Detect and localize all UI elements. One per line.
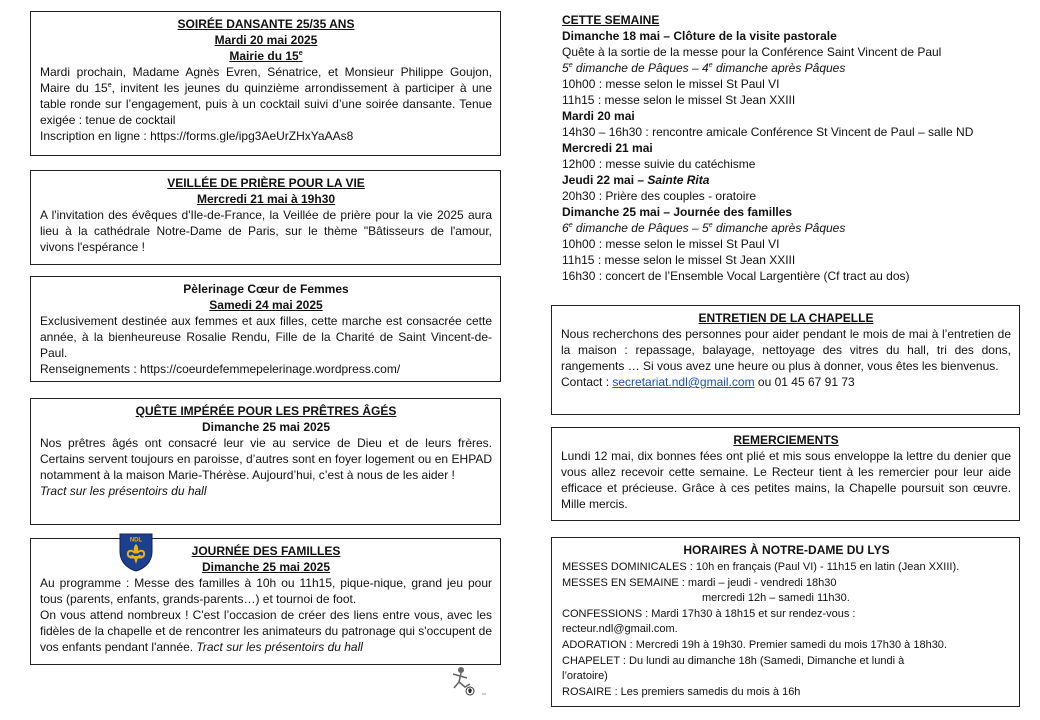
soiree-title: SOIRÉE DANSANTE 25/35 ANS [177,17,355,31]
veillee-box [30,170,501,265]
veillee-date: Mercredi 21 mai à 19h30 [196,192,336,206]
remerciements-title: REMERCIEMENTS [733,433,839,447]
familles-date: Dimanche 25 mai 2025 [201,560,331,574]
quete-date: Dimanche 25 mai 2025 [201,420,331,434]
pelerinage-date: Samedi 24 mai 2025 [209,298,323,312]
week-sun18-quete: Quête à la sortie de la messe pour la Conférence Saint Vincent de Paul [562,45,942,59]
week-title: CETTE SEMAINE [562,13,660,27]
horaires-line7: CHAPELET : Du lundi au dimanche 18h (Samedi, Dimanche et lundi à [562,654,905,667]
horaires-box [551,537,1020,707]
horaires-line1: MESSES DOMINICALES : 10h en français (Paul VI) - 11h15 en latin (Jean XXIII). [562,561,960,573]
week-sun18-liturgy: 5e dimanche de Pâques – 4e dimanche après Pâques [562,61,846,75]
soiree-place: Mairie du 15e [229,49,303,63]
quete-note: Tract sur les présentoirs du hall [40,484,207,498]
week-sun25-liturgy: 6e dimanche de Pâques – 5e dimanche après Pâques [562,221,846,235]
entretien-contact: Contact : secretariat.ndl@gmail.com ou 01 45 67 91 73 [561,375,855,389]
week-sun25: Dimanche 25 mai – Journée des familles [562,205,793,219]
horaires-line6: ADORATION : Mercredi 19h à 19h30. Premier samedi du mois 17h30 à 18h30. [562,638,947,651]
familles-body1: Au programme : Messe des familles à 10h ou 11h15, pique-nique, grand jeu pour tous (parents, enfants, grands-parents…) et tournoi de foot. [40,576,492,606]
entretien-title: ENTRETIEN DE LA CHAPELLE [698,311,874,325]
week-tue20-event: 14h30 – 16h30 : rencontre amicale Conférence St Vincent de Paul – salle ND [562,125,974,139]
week-tue20: Mardi 20 mai [562,109,635,123]
soiree-date: Mardi 20 mai 2025 [214,33,318,47]
remerciements-body: Lundi 12 mai, dix bonnes fées ont plié et mis sous enveloppe la lettre du denier que vous allez recevoir cette semaine. Le Recteur tient à les remercier pour leur aide efficace et précieuse. Grâce à ces petites mains, la Chapelle poursuit son œuvre. Mille mercis. [561,449,1011,511]
week-sun18-mass2: 11h15 : messe selon le missel St Jean XXIII [562,93,796,107]
week-wed21-event: 12h00 : messe suivie du catéchisme [562,157,756,171]
horaires-line3: mercredi 12h – samedi 11h30. [702,592,850,605]
week-sun18-mass1: 10h00 : messe selon le missel St Paul VI [562,77,780,91]
week-wed21: Mercredi 21 mai [562,141,653,155]
pelerinage-box [30,276,501,382]
quete-title: QUÊTE IMPÉRÉE POUR LES PRÊTRES ÂGÉS [135,404,397,418]
entretien-box [551,305,1020,415]
horaires-line2: MESSES EN SEMAINE : mardi – jeudi - vendredi 18h30 [562,576,837,589]
horaires-line9: ROSAIRE : Les premiers samedis du mois à 16h [562,685,801,698]
cette-semaine-section [562,12,1032,284]
entretien-body: Nous recherchons des personnes pour aider pendant le mois de mai à l’entretien de la maison : repassage, balayage, nettoyage des vitres du hall, tri des dons, rangements … Si vous avez une heure ou plus à donner, vous êtes les bienvenus. [561,327,1011,373]
veillee-title: VEILLÉE DE PRIÈRE POUR LA VIE [167,176,365,190]
horaires-line8: l’oratoire) [562,670,608,683]
quete-body: Nos prêtres âgés ont consacré leur vie au service de Dieu et de leurs frères. Certains servent toujours en paroisse, d’autres sont en foyer logement ou en EHPAD notamment à la maison Marie-Thérèse. Aujourd’hui, c’est à nous de les aider ! [40,436,492,482]
familles-body2: On vous attend nombreux ! C'est l’occasion de créer des liens entre vous, avec les fidèles de la chapelle et de rencontrer les animateurs du patronage qui s'occupent de vos enfants pendant l'année. Tract sur les présentoirs du hall [40,608,492,654]
pelerinage-info: Renseignements : https://coeurdefemmepelerinage.wordpress.com/ [40,362,401,376]
svg-text:NDL: NDL [129,537,143,544]
week-thu22-event: 20h30 : Prière des couples - oratoire [562,189,757,203]
quete-box [30,398,501,525]
soccer-player-icon [446,664,492,700]
horaires-line5: recteur.ndl@gmail.com. [562,623,678,636]
week-thu22: Jeudi 22 mai – Sainte Rita [562,173,710,187]
soiree-signup: Inscription en ligne : https://forms.gle/ipg3AeUrZHxYaAAs8 [40,129,354,143]
veillee-body: A l'invitation des évêques d'Ile-de-France, la Veillée de prière pour la vie 2025 aura lieu à la cathédrale Notre-Dame de Paris, sur le thème "Bâtisseurs de l'amour, vivons l'espérance ! [40,208,492,254]
soiree-body: Mardi prochain, Madame Agnès Evren, Sénatrice, et Monsieur Philippe Goujon, Maire du 15e, invitent les jeunes du quinzième arrondissement à participer à une table ronde sur l’engagement, puis à un cocktail suivi d’une soirée dansante. Tenue exigée : tenue de cocktail [40,65,492,127]
journee-familles-box [30,538,501,665]
fleur-de-lys-shield-icon [118,532,154,572]
week-sun25-mass2: 11h15 : messe selon le missel St Jean XXIII [562,253,796,267]
entretien-email-link[interactable]: secretariat.ndl@gmail.com [612,375,755,389]
pelerinage-body: Exclusivement destinée aux femmes et aux filles, cette marche est consacrée cette année, à la bienheureuse Rosalie Rendu, Fille de la Charité de Saint Vincent-de-Paul. [40,314,492,360]
pelerinage-title: Pèlerinage Cœur de Femmes [183,282,349,296]
soiree-dansante-box [30,11,501,156]
week-sun25-concert: 16h30 : concert de l’Ensemble Vocal Largentière (Cf tract au dos) [562,269,910,283]
familles-title: JOURNÉE DES FAMILLES [191,544,341,558]
horaires-title: HORAIRES À NOTRE-DAME DU LYS [683,543,890,557]
remerciements-box [551,427,1020,521]
week-sun25-mass1: 10h00 : messe selon le missel St Paul VI [562,237,780,251]
week-sun18: Dimanche 18 mai – Clôture de la visite pastorale [562,29,837,43]
horaires-line4: CONFESSIONS : Mardi 17h30 à 18h15 et sur rendez-vous : [562,607,856,620]
